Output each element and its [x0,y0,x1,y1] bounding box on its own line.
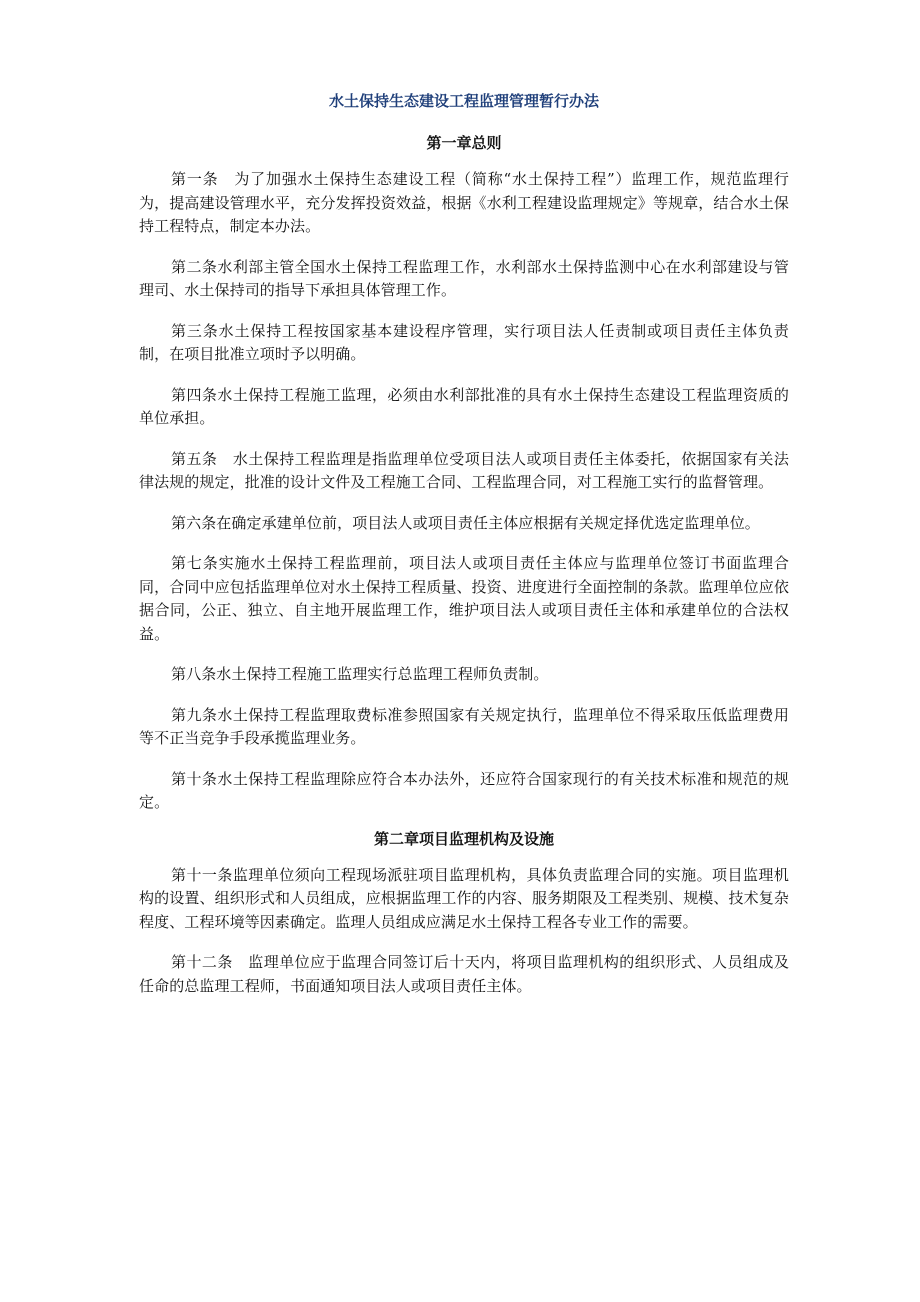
article-9: 第九条水土保持工程监理取费标准参照国家有关规定执行，监理单位不得采取压低监理费用等不正当竞争手段承揽监理业务。 [139,705,789,747]
article-4: 第四条水土保持工程施工监理，必须由水利部批准的具有水土保持生态建设工程监理资质的单位承担。 [139,385,789,427]
article-11: 第十一条监理单位须向工程现场派驻项目监理机构，具体负责监理合同的实施。项目监理机构的设置、组织形式和人员组成，应根据监理工作的内容、服务期限及工程类别、规模、技术复杂程度、工程环境等因素确定。监理人员组成应满足水土保持工程各专业工作的需要。 [139,865,789,931]
article-2: 第二条水利部主管全国水土保持工程监理工作，水利部水土保持监测中心在水利部建设与管理司、水土保持司的指导下承担具体管理工作。 [139,257,789,299]
article-3: 第三条水土保持工程按国家基本建设程序管理，实行项目法人任责制或项目责任主体负责制，在项目批准立项时予以明确。 [139,321,789,363]
chapter-title: 第二章项目监理机构及设施 [373,829,554,848]
chapter-1 [139,132,789,815]
article-5: 第五条 水土保持工程监理是指监理单位受项目法人或项目责任主体委托，依据国家有关法律法规的规定，批准的设计文件及工程施工合同、工程监理合同，对工程施工实行的监督管理。 [139,449,789,491]
article-8: 第八条水土保持工程施工监理实行总监理工程师负责制。 [171,665,549,683]
article-12: 第十二条 监理单位应于监理合同签订后十天内，将项目监理机构的组织形式、人员组成及任命的总监理工程师，书面通知项目法人或项目责任主体。 [139,953,789,995]
document-page [139,90,789,1015]
article-6: 第六条在确定承建单位前，项目法人或项目责任主体应根据有关规定择优选定监理单位。 [171,513,760,532]
article-7: 第七条实施水土保持工程监理前，项目法人或项目责任主体应与监理单位签订书面监理合同，合同中应包括监理单位对水土保持工程质量、投资、进度进行全面控制的条款。监理单位应依据合同，公正、独立、自主地开展监理工作，维护项目法人或项目责任主体和承建单位的合法权益。 [139,554,789,643]
article-10: 第十条水土保持工程监理除应符合本办法外，还应符合国家现行的有关技术标准和规范的规定。 [139,769,789,811]
chapter-title: 第一章总则 [426,134,502,152]
article-1: 第一条 为了加强水土保持生态建设工程（简称“水土保持工程”）监理工作，规范监理行为，提高建设管理水平，充分发挥投资效益，根据《水利工程建设监理规定》等规章，结合水土保持工程特点，制定本办法。 [139,170,789,235]
document-title: 水土保持生态建设工程监理管理暂行办法 [328,92,599,110]
chapter-2 [139,828,789,999]
